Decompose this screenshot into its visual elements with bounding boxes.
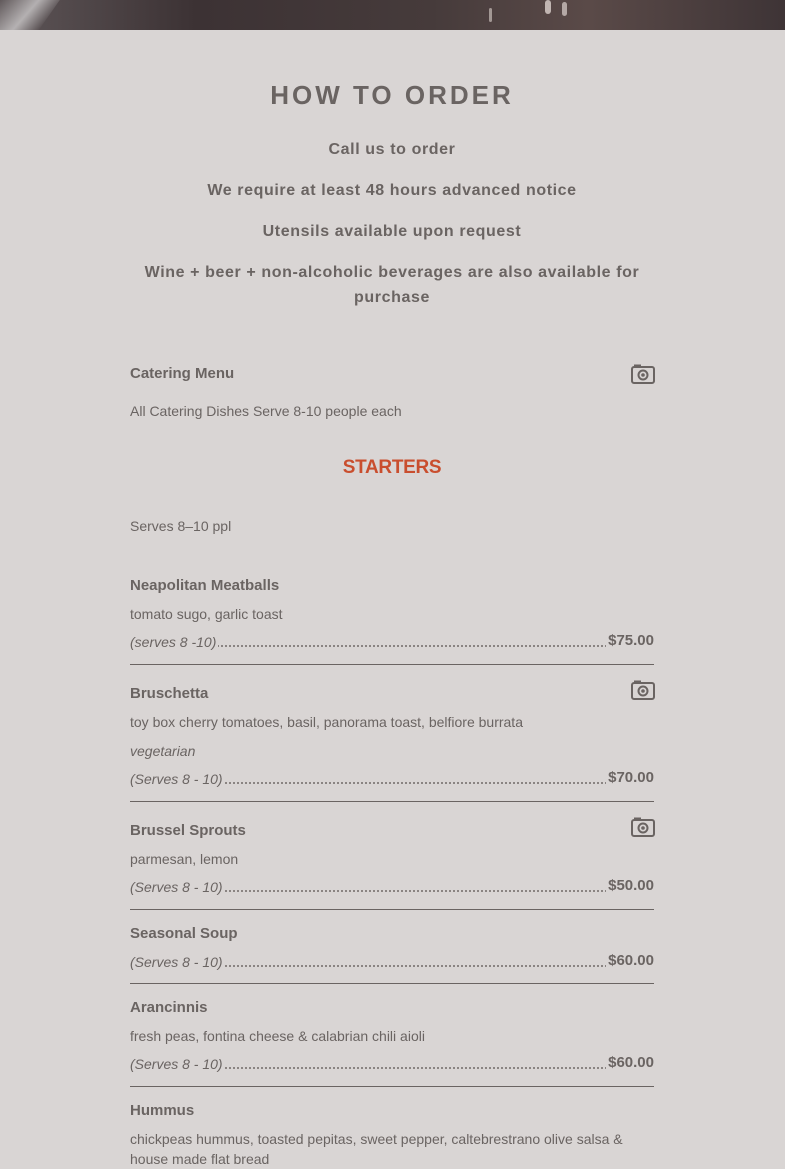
- order-info-line: Utensils available upon request: [262, 223, 522, 240]
- item-price: $60.00: [608, 952, 654, 969]
- menu-item: [130, 821, 654, 899]
- hero-glint: [545, 0, 551, 14]
- menu-description: All Catering Dishes Serve 8-10 people each: [130, 403, 402, 419]
- item-divider: [130, 983, 654, 984]
- order-info-line: Wine + beer + non-alcoholic beverages are also available for purchase: [144, 264, 640, 306]
- item-name: Neapolitan Meatballs: [130, 577, 280, 594]
- item-price: $70.00: [608, 769, 654, 786]
- item-description: fresh peas, fontina cheese & calabrian chili aioli: [130, 1028, 425, 1044]
- item-divider: [130, 909, 654, 910]
- item-serving-size: (Serves 8 - 10): [130, 879, 223, 895]
- item-name: Hummus: [130, 1102, 195, 1119]
- item-price-line: [130, 634, 654, 654]
- hero-image: [0, 0, 785, 30]
- camera-icon[interactable]: [631, 364, 655, 384]
- menu-item: [130, 998, 654, 1076]
- camera-icon[interactable]: [631, 680, 655, 700]
- item-divider: [130, 1086, 654, 1087]
- item-name: Arancinnis: [130, 999, 208, 1016]
- item-description: parmesan, lemon: [130, 851, 239, 867]
- item-price-line: [130, 954, 654, 974]
- item-price-line: [130, 1056, 654, 1076]
- item-price: $60.00: [608, 1054, 654, 1071]
- item-serving-size: (Serves 8 - 10): [130, 954, 223, 970]
- hero-light-streak: [0, 0, 64, 30]
- item-dietary-tag: vegetarian: [130, 743, 196, 759]
- item-price-line: [130, 771, 654, 791]
- item-description: tomato sugo, garlic toast: [130, 606, 283, 622]
- menu-title: Catering Menu: [130, 365, 235, 382]
- hero-glint: [489, 8, 492, 22]
- menu-item: [130, 924, 654, 974]
- order-info-line: We require at least 48 hours advanced notice: [207, 182, 577, 199]
- item-price: $50.00: [608, 877, 654, 894]
- how-to-order-title: HOW TO ORDER: [270, 80, 514, 110]
- order-info-line: Call us to order: [328, 141, 456, 158]
- item-price: $75.00: [608, 632, 654, 649]
- item-serving-size: (Serves 8 - 10): [130, 771, 223, 787]
- item-name: Brussel Sprouts: [130, 822, 246, 839]
- menu-item: [130, 684, 654, 791]
- hero-glint: [562, 2, 567, 16]
- item-description: chickpeas hummus, toasted pepitas, sweet pepper, caltebrestrano olive salsa & house made flat bread: [130, 1131, 623, 1167]
- item-description: toy box cherry tomatoes, basil, panorama toast, belfiore burrata: [130, 714, 523, 730]
- item-divider: [130, 801, 654, 802]
- item-divider: [130, 664, 654, 665]
- item-price-line: [130, 879, 654, 899]
- item-name: Seasonal Soup: [130, 925, 238, 942]
- section-title-starters: STARTERS: [342, 457, 442, 478]
- item-serving-size: (serves 8 -10): [130, 634, 217, 650]
- item-name: Bruschetta: [130, 685, 209, 702]
- section-serves-note: Serves 8–10 ppl: [130, 518, 232, 534]
- menu-item: [130, 576, 654, 654]
- how-to-order-section: [130, 78, 654, 310]
- camera-icon[interactable]: [631, 817, 655, 837]
- item-serving-size: (Serves 8 - 10): [130, 1056, 223, 1072]
